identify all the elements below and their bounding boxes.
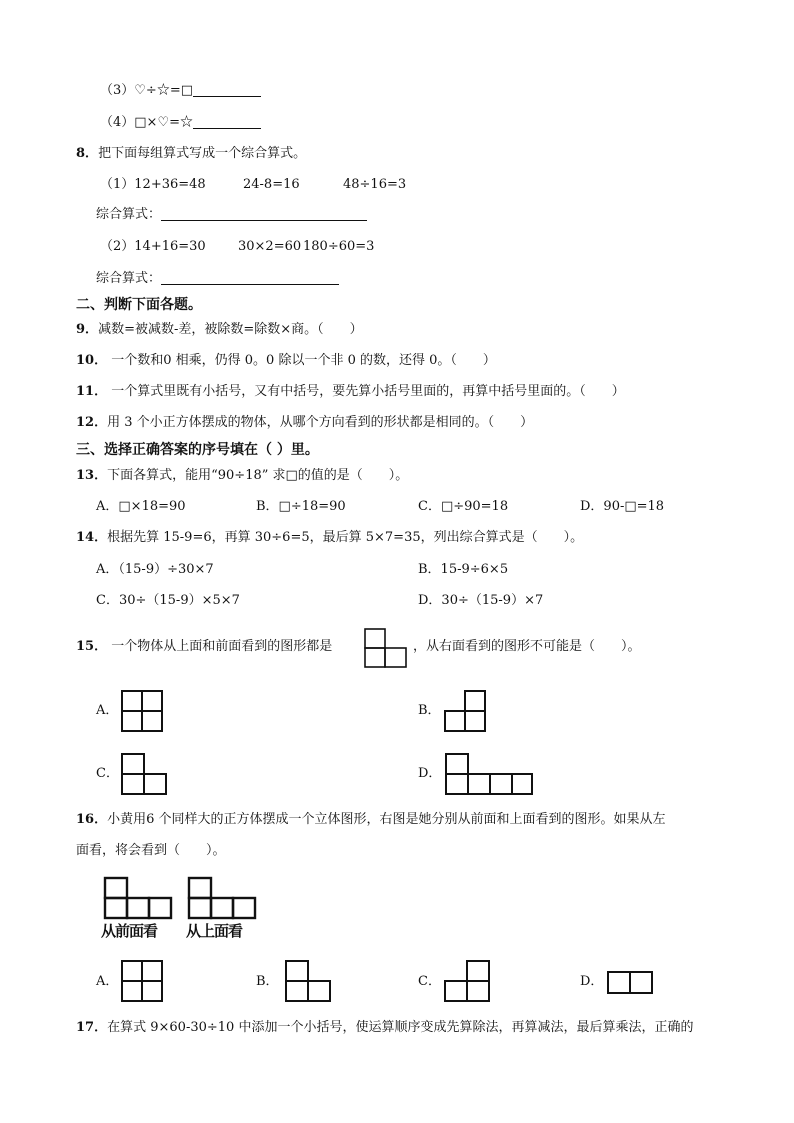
option-b-figure [443, 688, 489, 734]
option-c-figure [443, 958, 493, 1004]
question-text-cont: ，从右面看到的图形不可能是（ ）。 [413, 639, 641, 654]
option-c[interactable]: C． [96, 766, 119, 781]
q8-answer-1 [96, 206, 367, 224]
group-label: （2） [100, 239, 135, 254]
q13: 13．下面各算式，能用“90÷18” 求□的值的是（ ）。 [76, 468, 409, 483]
answer-blank[interactable] [161, 270, 339, 285]
q15: 15． 一个物体从上面和前面看到的图形都是 [76, 639, 333, 654]
q12: 12．用 3 个小正方体摆成的物体，从哪个方向看到的形状都是相同的。（ ） [76, 415, 534, 430]
option-d-figure [606, 970, 656, 996]
answer-blank[interactable] [193, 114, 261, 129]
question-number: 10 [76, 353, 95, 368]
section-title: 三、选择正确答案的序号填在（ ）里。 [76, 442, 319, 458]
option-c[interactable]: C．□÷90=18 [418, 499, 509, 514]
option-b[interactable]: B．15-9÷6×5 [418, 562, 509, 577]
question-number: 12 [76, 415, 95, 430]
q17: 17．在算式 9×60-30÷10 中添加一个小括号，使运算顺序变成先算除法，再算减法，最后算乘法，正确的 [76, 1020, 694, 1035]
q10: 10． 一个数和0 相乘，仍得 0。0 除以一个非 0 的数，还得 0。（ ） [76, 353, 496, 368]
option-b[interactable]: B．□÷18=90 [256, 499, 346, 514]
question-text: 一个算式里既有小括号，又有中括号，要先算小括号里面的，再算中括号里面的。（ ） [111, 384, 625, 399]
option-c[interactable]: C． [418, 974, 441, 989]
front-view-figure [103, 876, 175, 920]
option-d[interactable]: D． [418, 766, 442, 781]
q7-sub4-label: （4）□×♡=☆ [100, 115, 193, 130]
q8-stem: 8．把下面每组算式写成一个综合算式。 [76, 146, 307, 161]
equation: 12+36=48 [134, 177, 206, 192]
equation: 30×2=60 [238, 239, 302, 254]
question-number: 16 [76, 812, 95, 827]
equation: 24-8=16 [243, 177, 300, 192]
q8-answer-2 [96, 270, 339, 288]
top-view-caption: 从上面看 [186, 922, 243, 940]
q14: 14．根据先算 15-9=6，再算 30÷6=5，最后算 5×7=35，列出综合算式是（ ）。 [76, 530, 584, 545]
question-text-cont: 面看，将会看到（ ）。 [76, 843, 226, 858]
equation: 180÷60=3 [303, 239, 375, 254]
question-text: 下面各算式，能用“90÷18” 求□的值的是（ ）。 [107, 468, 409, 483]
question-text: 小黄用6 个同样大的正方体摆成一个立体图形，右图是她分别从前面和上面看到的图形。如果从左 [107, 812, 666, 827]
option-d[interactable]: D．90-□=18 [580, 499, 665, 514]
option-b[interactable]: B． [418, 703, 441, 718]
question-text: 用 3 个小正方体摆成的物体，从哪个方向看到的形状都是相同的。（ ） [107, 415, 534, 430]
front-view-caption: 从前面看 [101, 922, 158, 940]
q16-line1: 16．小黄用6 个同样大的正方体摆成一个立体图形，右图是她分别从前面和上面看到的图形。如果从左 [76, 812, 666, 827]
option-b-figure [284, 958, 334, 1004]
question-number: 14 [76, 530, 95, 545]
equation: 48÷16=3 [343, 177, 407, 192]
question-text: 把下面每组算式写成一个综合算式。 [98, 146, 307, 161]
q11: 11． 一个算式里既有小括号，又有中括号，要先算小括号里面的，再算中括号里面的。（ ） [76, 384, 625, 399]
q8-group2 [100, 238, 206, 256]
question-number: 9 [76, 322, 86, 337]
option-b[interactable]: B． [256, 974, 279, 989]
question-number: 8 [76, 146, 86, 161]
option-a-figure [120, 958, 166, 1004]
l-shape-view-figure [363, 627, 409, 669]
section-title: 二、判断下面各题。 [76, 297, 202, 313]
answer-label: 综合算式： [96, 271, 162, 286]
question-text: 减数=被减数-差，被除数=除数×商。（ ） [98, 322, 363, 337]
top-view-figure [187, 876, 259, 920]
answer-label: 综合算式： [96, 207, 162, 222]
q9: 9．减数=被减数-差，被除数=除数×商。（ ） [76, 322, 363, 337]
question-number: 15 [76, 639, 95, 654]
option-a[interactable]: A． [96, 974, 119, 989]
question-text: 在算式 9×60-30÷10 中添加一个小括号，使运算顺序变成先算除法，再算减法，最后算乘法，正确的 [107, 1020, 694, 1035]
option-c[interactable]: C．30÷（15-9）×5×7 [96, 593, 240, 608]
question-number: 11 [76, 384, 95, 399]
q7-sub3-label: （3）♡÷☆=□ [100, 83, 193, 98]
answer-blank[interactable] [193, 82, 261, 97]
answer-blank[interactable] [161, 206, 367, 221]
question-text: 根据先算 15-9=6，再算 30÷6=5，最后算 5×7=35，列出综合算式是（ ）。 [107, 530, 584, 545]
option-d-figure [444, 751, 536, 797]
option-a[interactable]: A．□×18=90 [96, 499, 186, 514]
q7-sub3 [100, 82, 261, 100]
option-d[interactable]: D．30÷（15-9）×7 [418, 593, 544, 608]
option-d[interactable]: D． [580, 974, 604, 989]
question-number: 17 [76, 1020, 95, 1035]
option-c-figure [120, 751, 170, 797]
option-a[interactable]: A．（15-9）÷30×7 [96, 562, 214, 577]
option-a[interactable]: A． [96, 703, 119, 718]
group-label: （1） [100, 177, 135, 192]
question-text: 一个数和0 相乘，仍得 0。0 除以一个非 0 的数，还得 0。（ ） [111, 353, 496, 368]
equation: 14+16=30 [134, 239, 206, 254]
option-a-figure [120, 688, 166, 734]
question-text: 一个物体从上面和前面看到的图形都是 [111, 639, 333, 654]
q8-group1 [100, 176, 206, 194]
q7-sub4 [100, 114, 261, 132]
question-number: 13 [76, 468, 95, 483]
